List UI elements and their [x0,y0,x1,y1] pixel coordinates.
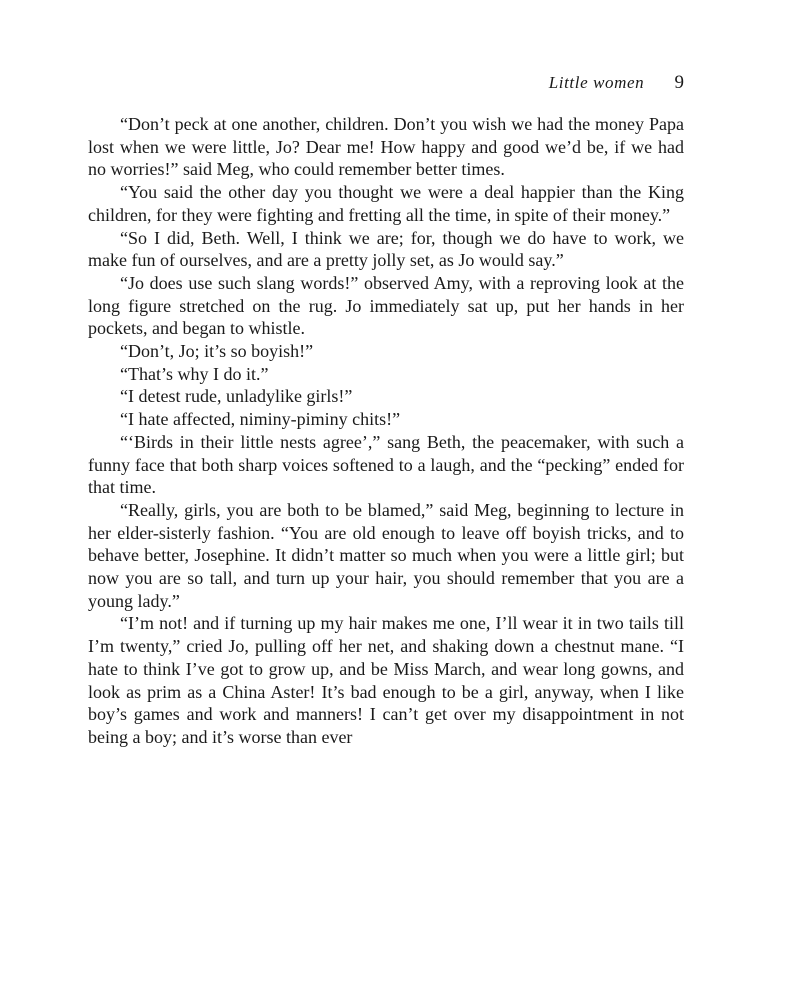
page-number: 9 [674,72,684,93]
paragraph: “Jo does use such slang words!” observed Amy, with a reproving look at the long figure stretched on the rug. Jo immediately sat up, put her hands in her pockets, and began to whistle. [88,272,684,339]
paragraph: “‘Birds in their little nests agree’,” sang Beth, the peacemaker, with such a funny face that both sharp voices softened to a laugh, and the “pecking” ended for that time. [88,431,684,498]
paragraph: “I’m not! and if turning up my hair makes me one, I’ll wear it in two tails till I’m twenty,” cried Jo, pulling off her net, and shaking down a chestnut mane. “I hate to think I’ve got to grow up, and be Miss March, and wear long gowns, and look as prim as a China Aster! It’s bad enough to be a girl, anyway, when I like boy’s games and work and manners! I can’t get over my disappointment in not being a boy; and it’s worse than ever [88,613,684,747]
paragraph: “That’s why I do it.” [120,363,269,384]
running-head [549,70,684,96]
paragraph: “Don’t peck at one another, children. Don’t you wish we had the money Papa lost when we were little, Jo? Dear me! How happy and good we’d be, if we had no worries!” said Meg, who could remember better times. [88,114,684,180]
paragraph: “I detest rude, unladylike girls!” [120,386,353,407]
paragraph: “Don’t, Jo; it’s so boyish!” [120,341,314,362]
paragraph: “So I did, Beth. Well, I think we are; for, though we do have to work, we make fun of ourselves, and are a pretty jolly set, as Jo would say.” [88,227,684,271]
running-title: Little women [548,73,645,92]
paragraph: “I hate affected, niminy-piminy chits!” [120,409,401,430]
paragraph: “You said the other day you thought we were a deal happier than the King children, for they were fighting and fretting all the time, in spite of their money.” [88,182,684,225]
paragraph: “Really, girls, you are both to be blamed,” said Meg, beginning to lecture in her elder-sisterly fashion. “You are old enough to leave off boyish tricks, and to behave better, Josephine. It didn’t matter so much when you were a little girl; but now you are so tall, and turn up your hair, you should remember that you are a young lady.” [88,499,684,611]
body-text [88,113,684,749]
